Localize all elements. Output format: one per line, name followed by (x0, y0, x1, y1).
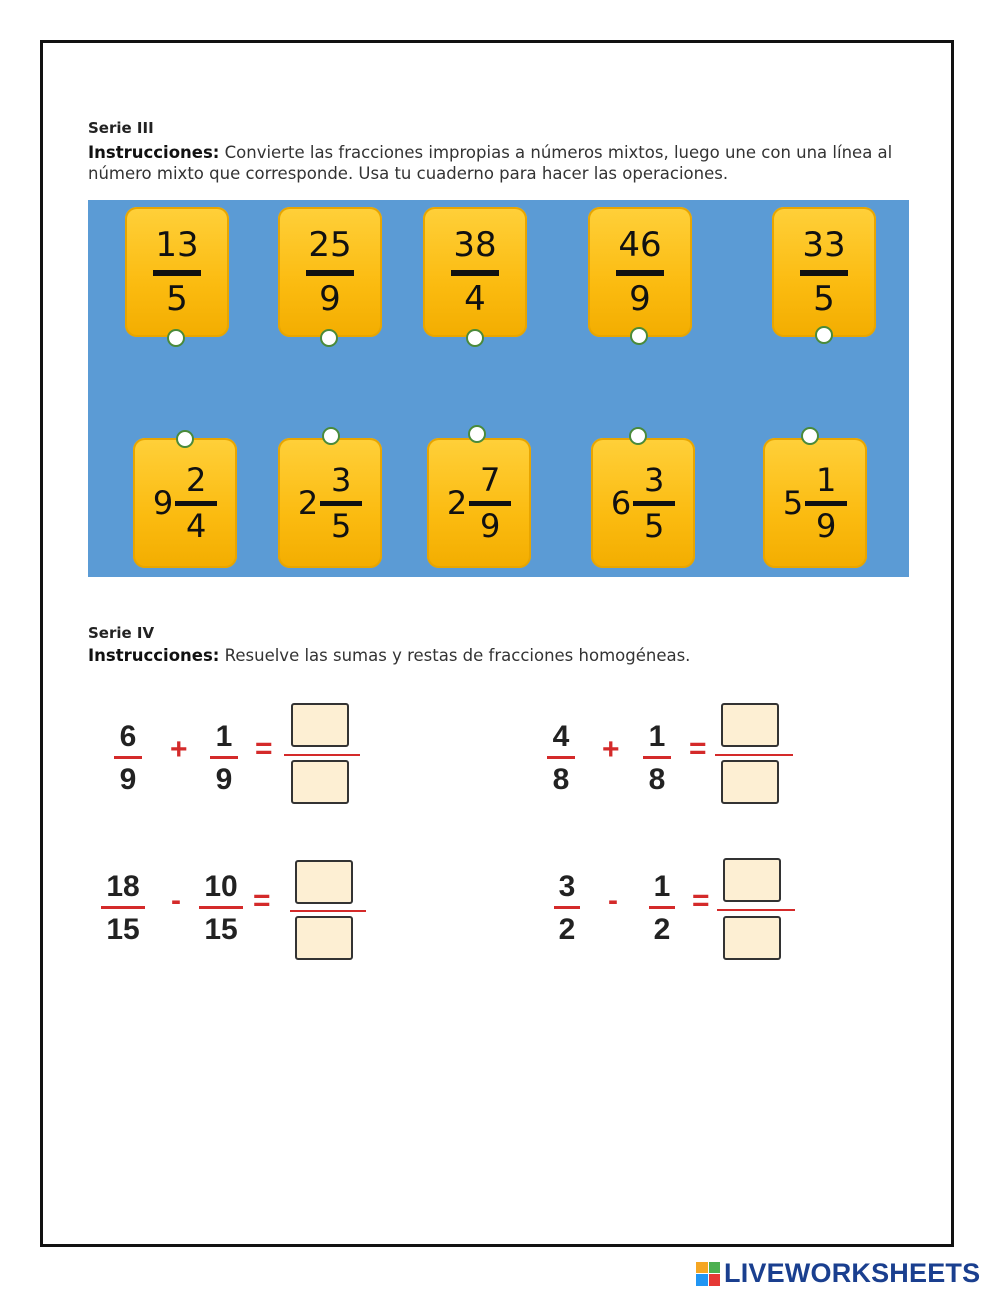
answer-fraction-bar (717, 909, 795, 911)
numerator: 6 (119, 720, 137, 753)
improper-fraction-card (278, 207, 382, 337)
numerator: 1 (648, 720, 666, 753)
numerator: 2 (185, 461, 207, 499)
numerator: 33 (802, 225, 846, 265)
improper-fraction-card (423, 207, 527, 337)
denominator: 4 (464, 279, 486, 319)
denominator: 8 (552, 763, 570, 796)
fraction-b (649, 872, 675, 945)
whole-number: 2 (446, 484, 468, 522)
denominator: 5 (330, 507, 352, 545)
answer-denominator-input[interactable] (721, 760, 779, 804)
plus-sign: + (602, 733, 620, 766)
logo-mark-icon (696, 1262, 720, 1286)
answer-denominator-input[interactable] (295, 916, 353, 960)
numerator: 38 (453, 225, 497, 265)
numerator: 10 (204, 870, 238, 903)
connector-dot[interactable] (630, 327, 648, 345)
denominator: 5 (166, 279, 188, 319)
connector-dot[interactable] (322, 427, 340, 445)
connector-dot[interactable] (629, 427, 647, 445)
minus-sign: - (171, 884, 181, 917)
numerator: 18 (106, 870, 140, 903)
fraction-b (199, 872, 243, 945)
denominator: 9 (629, 279, 651, 319)
fraction-a (114, 722, 142, 795)
answer-denominator-input[interactable] (723, 916, 781, 960)
serie-iv-title: Serie IV (88, 624, 155, 642)
logo-text: LIVEWORKSHEETS (724, 1258, 981, 1288)
numerator: 3 (558, 870, 576, 903)
denominator: 4 (185, 507, 207, 545)
denominator: 9 (215, 763, 233, 796)
fraction-a (554, 872, 580, 945)
whole-number: 2 (297, 484, 319, 522)
fraction-a (547, 722, 575, 795)
denominator: 9 (319, 279, 341, 319)
connector-dot[interactable] (466, 329, 484, 347)
mixed-number-card (427, 438, 531, 568)
answer-numerator-input[interactable] (721, 703, 779, 747)
numerator: 3 (330, 461, 352, 499)
connector-dot[interactable] (815, 326, 833, 344)
answer-numerator-input[interactable] (291, 703, 349, 747)
denominator: 5 (643, 507, 665, 545)
serie-iii-title: Serie III (88, 119, 154, 137)
improper-fraction-card (588, 207, 692, 337)
denominator: 15 (106, 913, 140, 946)
answer-numerator-input[interactable] (295, 860, 353, 904)
mixed-number-card (133, 438, 237, 568)
connector-dot[interactable] (176, 430, 194, 448)
improper-fraction-card (772, 207, 876, 337)
numerator: 7 (479, 461, 501, 499)
denominator: 5 (813, 279, 835, 319)
plus-sign: + (170, 733, 188, 766)
numerator: 3 (643, 461, 665, 499)
equals-sign: = (255, 732, 273, 765)
numerator: 13 (155, 225, 199, 265)
numerator: 1 (815, 461, 837, 499)
denominator: 9 (815, 507, 837, 545)
improper-fraction-card (125, 207, 229, 337)
denominator: 9 (479, 507, 501, 545)
numerator: 1 (215, 720, 233, 753)
instructions-text: Convierte las fracciones impropias a números mixtos, luego une con una línea al número mixto que corresponde. Usa tu cuaderno para hacer las operaciones. (88, 143, 893, 183)
instructions-label: Instrucciones: (88, 143, 220, 162)
equals-sign: = (689, 732, 707, 765)
answer-numerator-input[interactable] (723, 858, 781, 902)
whole-number: 6 (610, 484, 632, 522)
mixed-number-card (278, 438, 382, 568)
connector-dot[interactable] (320, 329, 338, 347)
denominator: 15 (204, 913, 238, 946)
serie-iv-instructions (88, 645, 908, 666)
equals-sign: = (253, 884, 271, 917)
minus-sign: - (608, 884, 618, 917)
connector-dot[interactable] (468, 425, 486, 443)
fraction-b (643, 722, 671, 795)
whole-number: 5 (782, 484, 804, 522)
serie-iii-instructions (88, 142, 908, 184)
denominator: 2 (653, 913, 671, 946)
connector-dot[interactable] (801, 427, 819, 445)
answer-denominator-input[interactable] (291, 760, 349, 804)
fraction-a (101, 872, 145, 945)
connector-dot[interactable] (167, 329, 185, 347)
answer-fraction-bar (290, 910, 366, 912)
instructions-text: Resuelve las sumas y restas de fracciones homogéneas. (219, 646, 691, 665)
numerator: 46 (618, 225, 662, 265)
numerator: 1 (653, 870, 671, 903)
numerator: 25 (308, 225, 352, 265)
numerator: 4 (552, 720, 570, 753)
equals-sign: = (692, 884, 710, 917)
matching-board (88, 200, 909, 577)
answer-fraction-bar (284, 754, 360, 756)
denominator: 9 (119, 763, 137, 796)
denominator: 2 (558, 913, 576, 946)
whole-number: 9 (152, 484, 174, 522)
liveworksheets-logo (696, 1258, 980, 1289)
instructions-label: Instrucciones: (88, 646, 220, 665)
mixed-number-card (763, 438, 867, 568)
mixed-number-card (591, 438, 695, 568)
denominator: 8 (648, 763, 666, 796)
fraction-b (210, 722, 238, 795)
answer-fraction-bar (715, 754, 793, 756)
